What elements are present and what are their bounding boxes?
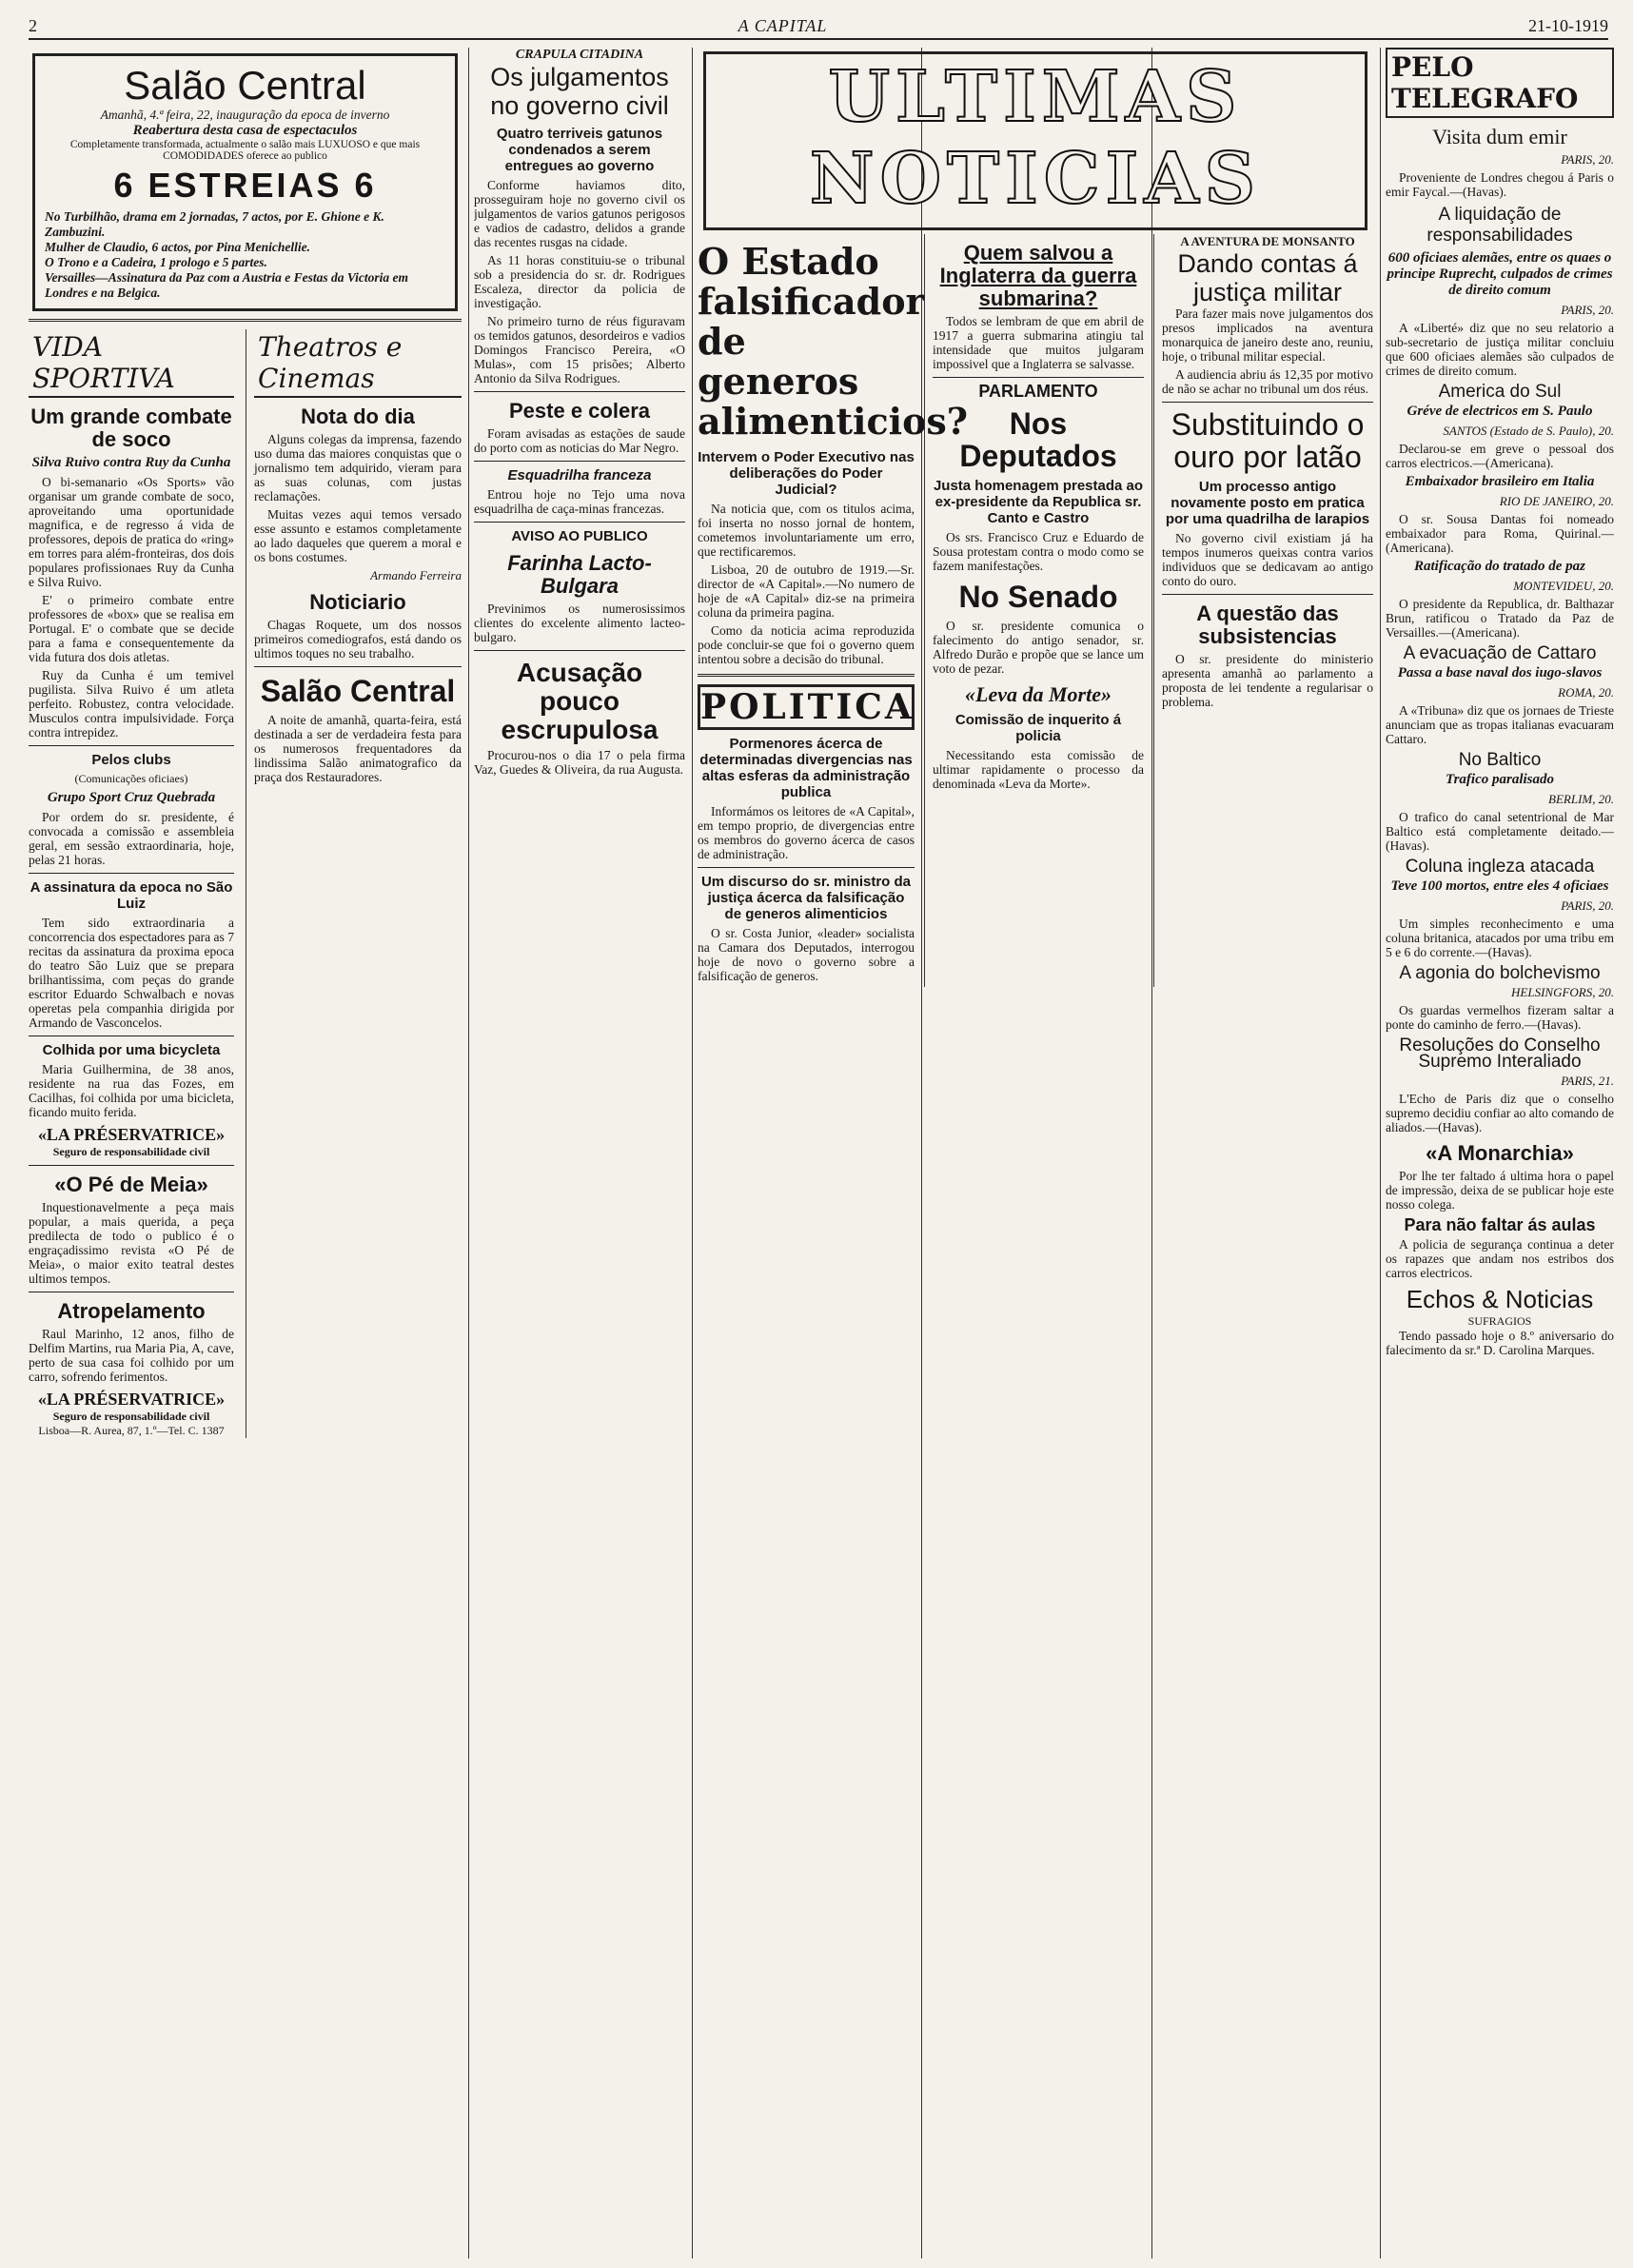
paragraph: Lisboa, 20 de outubro de 1919.—Sr. director de «A Capital».—No numero de hoje de «A Capital» diz-se na primeira coluna da primeira pagina. bbox=[698, 562, 915, 620]
headline: Dando contas á justiça militar bbox=[1177, 249, 1358, 306]
paragraph: Tem sido extraordinaria a concorrencia dos espectadores para as 7 recitas da assinatura da proxima epoca do teatro São Luiz que se prepara brilhantissima, com peças do grande escritor Eduardo Schwalbach e novas operetas pela companhia dirigida por Armando de Vasconcelos. bbox=[29, 916, 235, 1030]
ad-film: Versailles—Assinatura da Paz com a Austria e Festas da Victoria em Londres e na Belgica. bbox=[45, 270, 409, 300]
deck: Pormenores ácerca de determinadas divergencias nas altas esferas da administração publica bbox=[699, 736, 913, 800]
ad-subline: Seguro de responsabilidade civil bbox=[52, 1145, 210, 1158]
headline: Resoluções do Conselho Supremo Interaliado bbox=[1399, 1035, 1601, 1072]
paragraph: Muitas vezes aqui temos versado esse assunto e estamos completamente ao lado daqueles que querem a moral e os bons costumes. bbox=[254, 507, 462, 564]
subcolumn-estado bbox=[698, 234, 969, 987]
ad-film: Mulher de Claudio, 6 actos, por Pina Menichellie. bbox=[45, 240, 311, 254]
column-rule bbox=[468, 48, 469, 2258]
paragraph: As 11 horas constituiu-se o tribunal sob a presidencia do sr. dr. Rodrigues Escaleza, director da policia de investigação. bbox=[474, 253, 685, 310]
ad-preservatrice: «LA PRÉSERVATRICE» bbox=[37, 1125, 226, 1144]
dateline: SANTOS (Estado de S. Paulo), 20. bbox=[1443, 424, 1614, 438]
headline: Peste e colera bbox=[509, 399, 650, 423]
headline: A questão das subsistencias bbox=[1196, 602, 1339, 648]
vida-sportiva-column bbox=[29, 329, 234, 1438]
column-rule bbox=[692, 48, 693, 2258]
dateline: ROMA, 20. bbox=[1558, 685, 1614, 700]
paragraph: Todos se lembram de que em abril de 1917 a guerra submarina atingiu tal intensidade que muitos julgaram impossivel que a Inglaterra se salvasse. bbox=[933, 314, 1144, 371]
paragraph: Procurou-nos o dia 17 o pela firma Vaz, Guedes & Oliveira, da rua Augusta. bbox=[474, 748, 685, 777]
subhead: 600 oficiaes alemães, entre os quaes o principe Ruprecht, culpados de crimes de direito comum bbox=[1387, 250, 1613, 298]
paragraph: Como da noticia acima reproduzida pode concluir-se que foi o governo quem intentou sobre a decisão do tribunal. bbox=[698, 623, 915, 666]
paragraph: Alguns colegas da imprensa, fazendo uso duma das maiores conquistas que o jornalismo tem adquirido, vieram para as suas colunas, com justas reclamações. bbox=[254, 432, 462, 503]
paragraph: A audiencia abriu ás 12,35 por motivo de não se achar no tribunal um dos réus. bbox=[1162, 367, 1373, 396]
paragraph: Proveniente de Londres chegou á Paris o emir Faycal.—(Havas). bbox=[1386, 170, 1614, 199]
ad-subline: Seguro de responsabilidade civil bbox=[52, 1410, 210, 1423]
subhead: Grupo Sport Cruz Quebrada bbox=[47, 790, 216, 805]
headline: Colhida por uma bicycleta bbox=[42, 1042, 221, 1058]
dateline: PARIS, 21. bbox=[1561, 1074, 1614, 1088]
deck: Quatro terriveis gatunos condenados a serem entregues ao governo bbox=[496, 126, 663, 174]
headline: America do Sul bbox=[1438, 382, 1562, 402]
headline: Acusação pouco escrupulosa bbox=[501, 658, 659, 744]
dateline: PARIS, 20. bbox=[1561, 898, 1614, 913]
ad-preservatrice: «LA PRÉSERVATRICE» bbox=[37, 1390, 226, 1409]
headline: Um grande combate de soco bbox=[30, 404, 232, 451]
paragraph: O presidente da Republica, dr. Balthazar Brun, ratificou o Tratado da Paz de Versailles.—(Americana). bbox=[1386, 597, 1614, 640]
headline: Os julgamentos no governo civil bbox=[490, 63, 669, 120]
header-date: 21-10-1919 bbox=[1528, 15, 1608, 35]
paragraph: Tendo passado hoje o 8.º aniversario do falecimento da sr.ª D. Carolina Marques. bbox=[1386, 1329, 1614, 1357]
subhead: Embaixador brasileiro em Italia bbox=[1405, 474, 1595, 489]
deck: Um processo antigo novamente posto em pratica por uma quadrilha de larapios bbox=[1165, 479, 1370, 527]
headline: A assinatura da epoca no São Luiz bbox=[30, 879, 233, 912]
paragraph: A «Liberté» diz que no seu relatorio a sub-secretario de justiça militar concluiu que 600 oficiaes alemães são culpados de crimes de direito comum. bbox=[1386, 321, 1614, 378]
dateline: MONTEVIDEU, 20. bbox=[1513, 579, 1614, 593]
subhead: Passa a base naval dos iugo-slavos bbox=[1397, 665, 1603, 680]
paragraph: Raul Marinho, 12 anos, filho de Delfim Martins, rua Maria Pia, A, cave, perto de sua casa foi colhido por um carro, sofrendo ferimentos. bbox=[29, 1327, 235, 1384]
dateline: HELSINGFORS, 20. bbox=[1511, 985, 1614, 999]
ad-line: Reabertura desta casa de espectaculos bbox=[132, 123, 358, 138]
headline: Visita dum emir bbox=[1432, 125, 1567, 148]
subhead: Teve 100 mortos, entre eles 4 oficiaes bbox=[1390, 878, 1609, 894]
headline: Substituindo o ouro por latão bbox=[1171, 407, 1365, 474]
ad-line: Amanhã, 4.ª feira, 22, inauguração da epoca de inverno bbox=[100, 108, 390, 122]
ad-big-line: 6 ESTREIAS 6 bbox=[113, 166, 377, 205]
subhead: (Comunicações oficiaes) bbox=[74, 772, 188, 785]
salao-central-ad bbox=[32, 53, 458, 311]
section-label: PARLAMENTO bbox=[978, 382, 1098, 401]
headline: A agonia do bolchevismo bbox=[1399, 963, 1601, 983]
theatros-column bbox=[246, 329, 462, 1438]
deck: Comissão de inquerito á policia bbox=[954, 712, 1122, 744]
headline: Farinha Lacto-Bulgara bbox=[507, 551, 652, 598]
page-number: 2 bbox=[29, 15, 37, 35]
section-logo: Theatros e Cinemas bbox=[254, 329, 462, 398]
headline: Esquadrilha franceza bbox=[507, 467, 652, 483]
section-logo: VIDA SPORTIVA bbox=[29, 329, 234, 398]
column-crapula bbox=[474, 48, 685, 2258]
paragraph: Na noticia que, com os titulos acima, foi inserta no nosso jornal de hontem, cometemos involuntariamente um erro, que rectificaremos. bbox=[698, 502, 915, 559]
section-logo: PELO TELEGRAFO bbox=[1386, 48, 1614, 118]
paragraph: O bi-semanario «Os Sports» vão organisar um grande combate de soco, aproveitando uma oportunidade magnifica, e de regresso á vida de professores, depois de pratica do «ring» em torres para além-fronteiras, dos dois populares profissionaes Ruy da Cunha e Silva Ruivo. bbox=[29, 475, 235, 589]
column-left bbox=[29, 48, 462, 2258]
ad-film: No Turbilhão, drama em 2 jornadas, 7 actos, por E. Ghione e K. Zambuzini. bbox=[45, 209, 384, 239]
paragraph: O sr. presidente do ministerio apresenta amanhã ao parlamento a proposta de lei tendente a regularisar o problema. bbox=[1162, 652, 1373, 709]
paragraph: A noite de amanhã, quarta-feira, está destinada a ser de verdadeira festa para os numerosos frequentadores da lindissima Salão animatografico da praça dos Restauradores. bbox=[254, 713, 462, 784]
subhead: Silva Ruivo contra Ruy da Cunha bbox=[31, 455, 231, 470]
paragraph: O sr. Costa Junior, «leader» socialista na Camara dos Deputados, interrogou hoje de novo o governo sobre a falsificação de generos. bbox=[698, 926, 915, 983]
paragraph: O trafico do canal setentrional de Mar Baltico está completamente deitado.—(Havas). bbox=[1386, 810, 1614, 853]
deck: Um discurso do sr. ministro da justiça ácerca da falsificação de generos alimenticios bbox=[700, 874, 912, 922]
subhead: Trafico paralisado bbox=[1445, 772, 1555, 787]
subcolumn-inglaterra bbox=[924, 234, 1144, 987]
paragraph: Maria Guilhermina, de 38 anos, residente na rua das Fozes, em Cacilhas, foi colhida por uma bicicleta, ficando muito ferida. bbox=[29, 1062, 235, 1119]
paragraph: Informámos os leitores de «A Capital», em tempo proprio, de divergencias entre os membros do governo ácerca de casos de administração. bbox=[698, 804, 915, 861]
paragraph: L'Echo de Paris diz que o conselho supremo decidiu confiar ao alto comando de aliados.—(Havas). bbox=[1386, 1092, 1614, 1134]
ad-notice: AVISO AO PUBLICO bbox=[511, 528, 648, 544]
dateline: BERLIM, 20. bbox=[1548, 792, 1614, 806]
headline: Nos Deputados bbox=[959, 406, 1117, 473]
column-ultimas bbox=[698, 48, 1373, 2258]
paragraph: O sr. presidente comunica o falecimento do antigo senador, sr. Alfredo Durão e propõe que se lance um voto de pezar. bbox=[933, 619, 1144, 676]
paragraph: Necessitando esta comissão de ultimar rapidamente o processo da denominada «Leva da Morte». bbox=[933, 748, 1144, 791]
column-telegrafo bbox=[1386, 48, 1614, 2258]
deck: Intervem o Poder Executivo nas deliberações do Poder Judicial? bbox=[698, 449, 915, 498]
masthead-ultimas-noticias: ULTIMAS NOTICIAS bbox=[703, 51, 1367, 230]
paragraph: Chagas Roquete, um dos nossos primeiros comediografos, está dando os ultimos toques no seu trabalho. bbox=[254, 618, 462, 661]
dateline: RIO DE JANEIRO, 20. bbox=[1499, 494, 1614, 508]
headline: Noticiario bbox=[309, 590, 406, 614]
headline: Pelos clubs bbox=[91, 752, 171, 768]
headline: No Senado bbox=[958, 580, 1118, 614]
subhead: Gréve de electricos em S. Paulo bbox=[1407, 404, 1593, 419]
dateline: PARIS, 20. bbox=[1561, 152, 1614, 167]
headline: A liquidação de responsabilidades bbox=[1426, 205, 1573, 246]
paragraph: Entrou hoje no Tejo uma nova esquadrilha de caça-minas francezas. bbox=[474, 487, 685, 516]
headline: «A Monarchia» bbox=[1426, 1141, 1574, 1165]
dateline: PARIS, 20. bbox=[1561, 303, 1614, 317]
paragraph: Para fazer mais nove julgamentos dos presos implicados na aventura monarquica de janeiro deste ano, reuniu, hoje, o tribunal militar especial. bbox=[1162, 306, 1373, 364]
headline: O Estado falsificador de generos alimenticios? bbox=[698, 240, 969, 443]
headline: No Baltico bbox=[1458, 750, 1542, 770]
ad-address: Lisboa—R. Aurea, 87, 1.º—Tel. C. 1387 bbox=[38, 1424, 225, 1437]
paragraph: Conforme haviamos dito, prosseguiram hoje no governo civil os julgamentos de varios gatunos perigosos e vadios de cadastro, delidos a grande das recentes rusgas na cidade. bbox=[474, 178, 685, 249]
signature: Armando Ferreira bbox=[370, 568, 462, 582]
headline: «Leva da Morte» bbox=[965, 682, 1112, 706]
subhead: SUFRAGIOS bbox=[1467, 1314, 1532, 1328]
paragraph: Foram avisadas as estações de saude do porto com as noticias do Mar Negro. bbox=[474, 426, 685, 455]
deck: Justa homenagem prestada ao ex-presidente da Republica sr. Canto e Castro bbox=[933, 478, 1144, 526]
headline: Atropelamento bbox=[57, 1299, 206, 1323]
paragraph: Inquestionavelmente a peça mais popular, a mais querida, a peça predilecta de todo o publico é o engraçadissimo revista «O Pé de Meia», o maior exito teatral destes ultimos tempos. bbox=[29, 1200, 235, 1286]
paragraph: A policia de segurança continua a deter os rapazes que andam nos estribos dos carros electricos. bbox=[1386, 1237, 1614, 1280]
paragraph: Os srs. Francisco Cruz e Eduardo de Sousa protestam contra o modo como se fazem manifestações. bbox=[933, 530, 1144, 573]
headline: «O Pé de Meia» bbox=[54, 1173, 208, 1196]
kicker: A AVENTURA DE MONSANTO bbox=[1180, 234, 1355, 248]
paragraph: No governo civil existiam já ha tempos inumeros queixas contra varios individuos que se dedicavam ao antigo conto do ouro. bbox=[1162, 531, 1373, 588]
paragraph: Previnimos os numerosissimos clientes do excelente alimento lacteo-bulgaro. bbox=[474, 602, 685, 644]
paragraph: No primeiro turno de réus figuravam os temidos gatunos, desordeiros e vadios Domingos Francisco Pereira, «O Mulas», com 15 prisões; Alberto Antonio da Silva Rodrigues. bbox=[474, 314, 685, 385]
ad-film: O Trono e a Cadeira, 1 prologo e 5 partes. bbox=[45, 255, 267, 269]
paragraph: Os guardas vermelhos fizeram saltar a ponte do caminho de ferro.—(Havas). bbox=[1386, 1003, 1614, 1032]
newspaper-title: A CAPITAL bbox=[738, 15, 828, 35]
paragraph: Declarou-se em greve o pessoal dos carros electricos.—(Americana). bbox=[1386, 442, 1614, 470]
column-rule bbox=[1380, 48, 1381, 2258]
headline: Echos & Noticias bbox=[1406, 1285, 1594, 1313]
headline: Salão Central bbox=[260, 674, 456, 708]
page-header bbox=[29, 13, 1608, 40]
paragraph: E' o primeiro combate entre professores de «box» que se realisa em Portugal. E' o combate que se decide para a fama e consequentemente da vida futura dos dois atletas. bbox=[29, 593, 235, 664]
subhead: Ratificação do tratado de paz bbox=[1414, 559, 1585, 574]
headline: A evacuação de Cattaro bbox=[1403, 643, 1597, 663]
paragraph: Um simples reconhecimento e uma coluna britanica, atacados por uma tribu em 5 e 6 do corrente.—(Havas). bbox=[1386, 917, 1614, 959]
ad-title: Salão Central bbox=[124, 63, 366, 108]
headline: Nota do dia bbox=[301, 404, 415, 428]
ad-line: Completamente transformada, actualmente o salão mais LUXUOSO e que mais COMODIDADES oferece ao publico bbox=[69, 139, 421, 162]
headline: Coluna ingleza atacada bbox=[1405, 857, 1595, 877]
paragraph: Ruy da Cunha é um temivel pugilista. Silva Ruivo é um atleta perfeito. Robustez, contra velocidade. Musculos contra impulsividade. Força contra intrepidez. bbox=[29, 668, 235, 740]
headline: Para não faltar ás aulas bbox=[1404, 1215, 1596, 1234]
paragraph: O sr. Sousa Dantas foi nomeado embaixador para Roma, Quirinal.—(Americana). bbox=[1386, 512, 1614, 555]
kicker: CRAPULA CITADINA bbox=[515, 48, 644, 62]
paragraph: Por ordem do sr. presidente, é convocada a comissão e assembleia geral, em sessão extraordinaria, hoje, pelas 21 horas. bbox=[29, 810, 235, 867]
paragraph: Por lhe ter faltado á ultima hora o papel de impressão, deixa de se publicar hoje este nosso colega. bbox=[1386, 1169, 1614, 1212]
subcolumn-monsanto bbox=[1153, 234, 1373, 987]
paragraph: A «Tribuna» diz que os jornaes de Trieste anunciam que as tropas italianas evacuaram Cattaro. bbox=[1386, 703, 1614, 746]
politica-banner: POLITICA bbox=[698, 684, 915, 730]
headline: Quem salvou a Inglaterra da guerra submarina? bbox=[939, 241, 1137, 310]
